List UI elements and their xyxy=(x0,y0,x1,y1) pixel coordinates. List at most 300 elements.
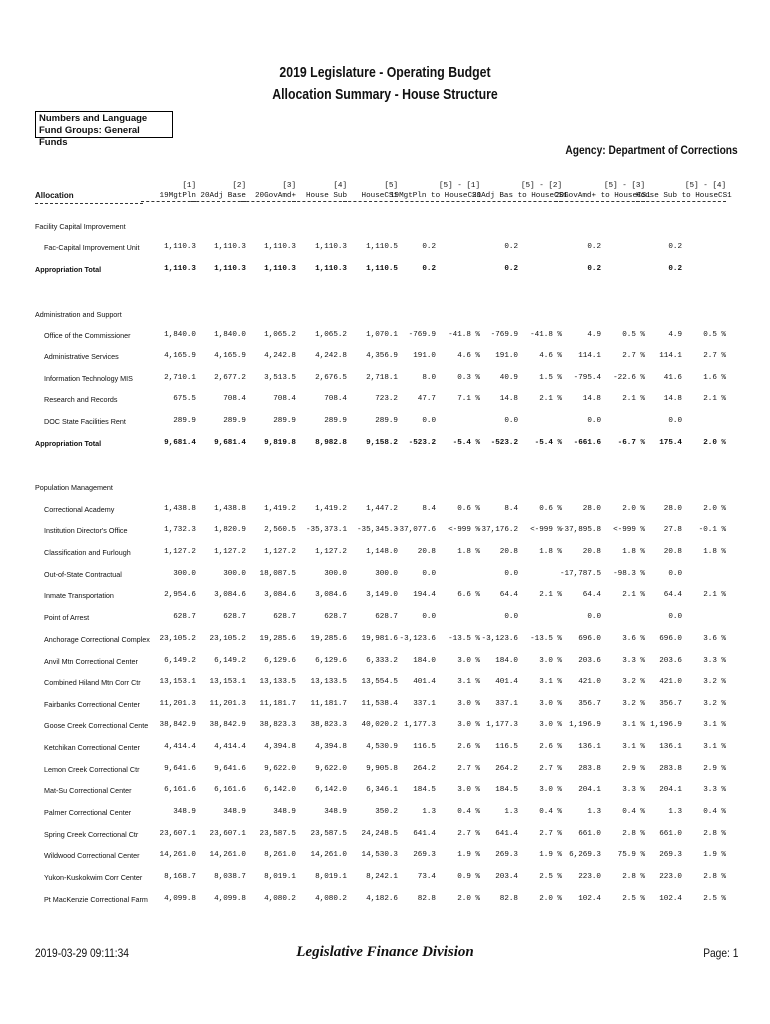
row-label: Correctional Academy xyxy=(44,505,115,514)
change-amount-cell: 4.9 xyxy=(587,331,601,339)
section-header xyxy=(0,310,770,322)
amount-cell: 3,149.0 xyxy=(366,591,398,599)
amount-cell: 23,607.1 xyxy=(209,830,246,838)
amount-cell: 38,842.9 xyxy=(209,721,246,729)
change-amount-cell: 4.9 xyxy=(668,331,682,339)
percent-change-cell: 0.5 % xyxy=(703,331,726,339)
amount-cell: 13,554.5 xyxy=(361,678,398,686)
change-amount-cell: 0.0 xyxy=(668,613,682,621)
column-number: [3] xyxy=(282,182,296,190)
table-row xyxy=(0,548,770,560)
row-label: Appropriation Total xyxy=(35,439,102,448)
change-amount-cell: 14.8 xyxy=(582,395,601,403)
change-amount-cell: 114.1 xyxy=(578,352,601,360)
column-name: 20GovAmd+ to HouseCS1 xyxy=(555,192,651,200)
column-header xyxy=(555,181,651,202)
row-label: Combined Hiland Mtn Corr Ctr xyxy=(44,678,141,687)
amount-cell: 2,710.1 xyxy=(164,374,196,382)
change-amount-cell: 696.0 xyxy=(659,635,682,643)
percent-change-cell: 2.9 % xyxy=(622,765,645,773)
amount-cell: 9,641.6 xyxy=(164,765,196,773)
change-amount-cell: 64.4 xyxy=(663,591,682,599)
amount-cell: 1,110.5 xyxy=(366,243,398,251)
percent-change-cell: 2.8 % xyxy=(703,873,726,881)
amount-cell: 1,148.0 xyxy=(366,548,398,556)
amount-cell: 1,438.8 xyxy=(164,505,196,513)
amount-cell: 19,285.6 xyxy=(310,635,347,643)
column-header xyxy=(472,181,568,202)
amount-cell: 300.0 xyxy=(223,570,246,578)
change-amount-cell: 64.4 xyxy=(499,591,518,599)
appropriation-total-row xyxy=(0,265,770,277)
table-row xyxy=(0,591,770,603)
row-label: Administration and Support xyxy=(35,310,122,319)
amount-cell: 40,020.2 xyxy=(361,721,398,729)
change-amount-cell: 27.8 xyxy=(663,526,682,534)
amount-cell: 4,356.9 xyxy=(366,352,398,360)
change-amount-cell: 114.1 xyxy=(659,352,682,360)
amount-cell: 8,168.7 xyxy=(164,873,196,881)
amount-cell: 4,242.8 xyxy=(264,352,296,360)
amount-cell: 9,905.8 xyxy=(366,765,398,773)
percent-change-cell: 3.1 % xyxy=(457,678,480,686)
change-amount-cell: 0.2 xyxy=(422,243,436,251)
percent-change-cell: -13.5 % xyxy=(448,635,480,643)
amount-cell: 14,530.3 xyxy=(361,851,398,859)
appropriation-total-row xyxy=(0,439,770,451)
change-amount-cell: 269.3 xyxy=(495,851,518,859)
change-amount-cell: 421.0 xyxy=(578,678,601,686)
column-header xyxy=(141,181,196,202)
change-amount-cell: 203.6 xyxy=(578,657,601,665)
amount-cell: 1,732.3 xyxy=(164,526,196,534)
row-label: Office of the Commissioner xyxy=(44,331,131,340)
amount-cell: 9,622.0 xyxy=(264,765,296,773)
amount-cell: 708.4 xyxy=(223,395,246,403)
percent-change-cell: -5.4 % xyxy=(534,439,562,447)
row-label: Administrative Services xyxy=(44,352,119,361)
amount-cell: 3,513.5 xyxy=(264,374,296,382)
percent-change-cell: 75.9 % xyxy=(617,851,645,859)
table-row xyxy=(0,352,770,364)
table-row xyxy=(0,635,770,647)
change-amount-cell: -523.2 xyxy=(490,439,518,447)
amount-cell: 23,587.5 xyxy=(259,830,296,838)
table-row xyxy=(0,243,770,255)
change-amount-cell: 20.8 xyxy=(499,548,518,556)
amount-cell: 6,129.6 xyxy=(315,657,347,665)
amount-cell: 1,070.1 xyxy=(366,331,398,339)
change-amount-cell: 14.8 xyxy=(663,395,682,403)
amount-cell: 289.9 xyxy=(273,417,296,425)
amount-cell: 1,419.2 xyxy=(315,505,347,513)
amount-cell: 628.7 xyxy=(223,613,246,621)
change-amount-cell: 102.4 xyxy=(659,895,682,903)
amount-cell: 9,641.6 xyxy=(214,765,246,773)
percent-change-cell: 2.7 % xyxy=(539,765,562,773)
percent-change-cell: 1.9 % xyxy=(539,851,562,859)
amount-cell: 348.9 xyxy=(223,808,246,816)
amount-cell: 23,587.5 xyxy=(310,830,347,838)
amount-cell: 4,242.8 xyxy=(315,352,347,360)
column-number: [5] xyxy=(384,182,398,190)
percent-change-cell: -22.6 % xyxy=(613,374,645,382)
change-amount-cell: 0.2 xyxy=(422,265,436,273)
amount-cell: 3,084.6 xyxy=(315,591,347,599)
amount-cell: 300.0 xyxy=(375,570,398,578)
percent-change-cell: 3.2 % xyxy=(703,700,726,708)
amount-cell: 8,242.1 xyxy=(366,873,398,881)
percent-change-cell: -98.3 % xyxy=(613,570,645,578)
percent-change-cell: 2.7 % xyxy=(457,765,480,773)
amount-cell: 6,346.1 xyxy=(366,786,398,794)
percent-change-cell: 3.6 % xyxy=(622,635,645,643)
row-label: Classification and Furlough xyxy=(44,548,131,557)
table-row xyxy=(0,721,770,733)
percent-change-cell: 3.1 % xyxy=(703,721,726,729)
percent-change-cell: 3.0 % xyxy=(539,700,562,708)
table-row xyxy=(0,786,770,798)
percent-change-cell: 2.6 % xyxy=(457,743,480,751)
change-amount-cell: 194.4 xyxy=(413,591,436,599)
amount-cell: 1,110.3 xyxy=(264,265,296,273)
amount-cell: 6,142.0 xyxy=(264,786,296,794)
amount-cell: 23,607.1 xyxy=(159,830,196,838)
percent-change-cell: 2.1 % xyxy=(539,591,562,599)
change-amount-cell: 0.2 xyxy=(504,243,518,251)
amount-cell: 4,394.8 xyxy=(264,743,296,751)
amount-cell: -35,373.1 xyxy=(305,526,347,534)
amount-cell: 4,165.9 xyxy=(214,352,246,360)
change-amount-cell: -523.2 xyxy=(408,439,436,447)
percent-change-cell: 1.5 % xyxy=(539,374,562,382)
change-amount-cell: 47.7 xyxy=(417,395,436,403)
column-number: [5] - [1] xyxy=(438,182,480,190)
change-amount-cell: 1.3 xyxy=(422,808,436,816)
amount-cell: 8,019.1 xyxy=(315,873,347,881)
amount-cell: 8,982.8 xyxy=(315,439,347,447)
percent-change-cell: -13.5 % xyxy=(530,635,562,643)
percent-change-cell: 0.6 % xyxy=(539,505,562,513)
amount-cell: 628.7 xyxy=(273,613,296,621)
change-amount-cell: 184.5 xyxy=(495,786,518,794)
amount-cell: 4,080.2 xyxy=(264,895,296,903)
amount-cell: 1,110.3 xyxy=(164,243,196,251)
change-amount-cell: 191.0 xyxy=(495,352,518,360)
percent-change-cell: 2.7 % xyxy=(703,352,726,360)
percent-change-cell: 2.1 % xyxy=(622,591,645,599)
section-header xyxy=(0,222,770,234)
change-amount-cell: 0.0 xyxy=(504,613,518,621)
footer-datetime: 2019-03-29 09:11:34 xyxy=(35,946,129,960)
change-amount-cell: -795.4 xyxy=(573,374,601,382)
report-subtitle: Allocation Summary - House Structure xyxy=(272,86,498,103)
amount-cell: 9,819.8 xyxy=(264,439,296,447)
amount-cell: 38,823.3 xyxy=(259,721,296,729)
amount-cell: 1,110.3 xyxy=(315,243,347,251)
percent-change-cell: 2.9 % xyxy=(703,765,726,773)
change-amount-cell: 223.0 xyxy=(578,873,601,881)
change-amount-cell: -17,787.5 xyxy=(559,570,601,578)
amount-cell: 1,419.2 xyxy=(264,505,296,513)
change-amount-cell: 40.9 xyxy=(499,374,518,382)
table-row xyxy=(0,505,770,517)
amount-cell: 4,530.9 xyxy=(366,743,398,751)
change-amount-cell: 223.0 xyxy=(659,873,682,881)
amount-cell: 628.7 xyxy=(375,613,398,621)
change-amount-cell: 1,196.9 xyxy=(650,721,682,729)
amount-cell: -35,345.3 xyxy=(356,526,398,534)
row-label: Institution Director's Office xyxy=(44,526,128,535)
percent-change-cell: 0.4 % xyxy=(539,808,562,816)
change-amount-cell: 401.4 xyxy=(413,678,436,686)
percent-change-cell: 3.0 % xyxy=(539,786,562,794)
change-amount-cell: 661.0 xyxy=(578,830,601,838)
amount-cell: 6,161.6 xyxy=(214,786,246,794)
row-label: Spring Creek Correctional Ctr xyxy=(44,830,139,839)
percent-change-cell: 3.1 % xyxy=(622,743,645,751)
change-amount-cell: 0.0 xyxy=(422,570,436,578)
change-amount-cell: -37,895.8 xyxy=(559,526,601,534)
amount-cell: 1,110.3 xyxy=(214,243,246,251)
amount-cell: 8,038.7 xyxy=(214,873,246,881)
change-amount-cell: 0.2 xyxy=(504,265,518,273)
amount-cell: 4,394.8 xyxy=(315,743,347,751)
percent-change-cell: 1.9 % xyxy=(457,851,480,859)
table-row xyxy=(0,331,770,343)
column-header xyxy=(191,181,246,202)
change-amount-cell: -3,123.6 xyxy=(399,635,436,643)
amount-cell: 289.9 xyxy=(324,417,347,425)
amount-cell: 1,065.2 xyxy=(315,331,347,339)
column-header xyxy=(241,181,296,202)
percent-change-cell: 2.7 % xyxy=(457,830,480,838)
amount-cell: 19,285.6 xyxy=(259,635,296,643)
amount-cell: 1,110.3 xyxy=(214,265,246,273)
percent-change-cell: 3.0 % xyxy=(539,657,562,665)
amount-cell: 1,438.8 xyxy=(214,505,246,513)
row-label: Research and Records xyxy=(44,395,118,404)
amount-cell: 289.9 xyxy=(173,417,196,425)
amount-cell: 4,099.8 xyxy=(214,895,246,903)
change-amount-cell: 356.7 xyxy=(578,700,601,708)
column-name: 19MgtPln to HouseCS1 xyxy=(390,192,482,200)
change-amount-cell: 641.4 xyxy=(495,830,518,838)
percent-change-cell: 2.8 % xyxy=(622,873,645,881)
amount-cell: 13,153.1 xyxy=(209,678,246,686)
change-amount-cell: 20.8 xyxy=(417,548,436,556)
amount-cell: 4,165.9 xyxy=(164,352,196,360)
percent-change-cell: 3.1 % xyxy=(622,721,645,729)
change-amount-cell: 102.4 xyxy=(578,895,601,903)
percent-change-cell: 3.1 % xyxy=(703,743,726,751)
fund-box-line1: Numbers and Language xyxy=(39,113,148,124)
amount-cell: 348.9 xyxy=(324,808,347,816)
change-amount-cell: 8.4 xyxy=(422,505,436,513)
amount-cell: 6,142.0 xyxy=(315,786,347,794)
amount-cell: 6,161.6 xyxy=(164,786,196,794)
percent-change-cell: 3.6 % xyxy=(703,635,726,643)
report-title: 2019 Legislature - Operating Budget xyxy=(279,64,491,81)
percent-change-cell: 2.5 % xyxy=(703,895,726,903)
column-name: 20Adj Bas to HouseCS1 xyxy=(472,192,568,200)
amount-cell: 6,149.2 xyxy=(164,657,196,665)
percent-change-cell: 2.5 % xyxy=(539,873,562,881)
percent-change-cell: 2.1 % xyxy=(703,395,726,403)
change-amount-cell: 0.0 xyxy=(668,417,682,425)
percent-change-cell: 0.3 % xyxy=(457,374,480,382)
amount-cell: 11,201.3 xyxy=(209,700,246,708)
row-label: Facility Capital Improvement xyxy=(35,222,126,231)
table-row xyxy=(0,808,770,820)
percent-change-cell: 3.2 % xyxy=(622,700,645,708)
column-number: [2] xyxy=(232,182,246,190)
row-label: Mat-Su Correctional Center xyxy=(44,786,132,795)
change-amount-cell: -769.9 xyxy=(490,331,518,339)
column-name: 19MgtPln xyxy=(141,191,196,202)
amount-cell: 1,127.2 xyxy=(315,548,347,556)
row-label: Inmate Transportation xyxy=(44,591,114,600)
amount-cell: 1,065.2 xyxy=(264,331,296,339)
amount-cell: 4,182.6 xyxy=(366,895,398,903)
column-header xyxy=(292,181,347,202)
row-label: Yukon-Kuskokwim Corr Center xyxy=(44,873,143,882)
percent-change-cell: 0.6 % xyxy=(457,505,480,513)
amount-cell: 9,622.0 xyxy=(315,765,347,773)
change-amount-cell: 696.0 xyxy=(578,635,601,643)
percent-change-cell: -6.7 % xyxy=(617,439,645,447)
change-amount-cell: 204.1 xyxy=(578,786,601,794)
amount-cell: 38,842.9 xyxy=(159,721,196,729)
amount-cell: 4,414.4 xyxy=(164,743,196,751)
fund-group-box xyxy=(35,111,173,148)
percent-change-cell: 1.8 % xyxy=(622,548,645,556)
amount-cell: 8,261.0 xyxy=(264,851,296,859)
change-amount-cell: 0.2 xyxy=(587,265,601,273)
change-amount-cell: -37,176.2 xyxy=(476,526,518,534)
table-row xyxy=(0,395,770,407)
percent-change-cell: 7.1 % xyxy=(457,395,480,403)
footer-page-number: Page: 1 xyxy=(702,946,738,960)
change-amount-cell: 421.0 xyxy=(659,678,682,686)
percent-change-cell: 2.6 % xyxy=(539,743,562,751)
change-amount-cell: 283.8 xyxy=(659,765,682,773)
column-name: House Sub to HouseCS1 xyxy=(636,192,732,200)
fund-box-line2: Fund Groups: General Funds xyxy=(39,125,140,148)
change-amount-cell: 8.4 xyxy=(504,505,518,513)
change-amount-cell: 0.0 xyxy=(504,417,518,425)
amount-cell: 23,105.2 xyxy=(209,635,246,643)
amount-cell: 14,261.0 xyxy=(209,851,246,859)
column-name: House Sub xyxy=(292,191,347,202)
amount-cell: 1,447.2 xyxy=(366,505,398,513)
change-amount-cell: 136.1 xyxy=(659,743,682,751)
change-amount-cell: 0.0 xyxy=(668,570,682,578)
change-amount-cell: 203.4 xyxy=(495,873,518,881)
change-amount-cell: 0.2 xyxy=(587,243,601,251)
change-amount-cell: 14.8 xyxy=(499,395,518,403)
change-amount-cell: 269.3 xyxy=(659,851,682,859)
change-amount-cell: 116.5 xyxy=(495,743,518,751)
amount-cell: 1,110.3 xyxy=(315,265,347,273)
amount-cell: 11,201.3 xyxy=(159,700,196,708)
change-amount-cell: 0.2 xyxy=(668,265,682,273)
percent-change-cell: 0.4 % xyxy=(703,808,726,816)
change-amount-cell: -769.9 xyxy=(408,331,436,339)
column-header xyxy=(390,181,480,202)
change-amount-cell: 28.0 xyxy=(582,505,601,513)
column-number: [4] xyxy=(333,182,347,190)
change-amount-cell: 184.0 xyxy=(413,657,436,665)
amount-cell: 350.2 xyxy=(375,808,398,816)
amount-cell: 289.9 xyxy=(375,417,398,425)
table-row xyxy=(0,374,770,386)
percent-change-cell: -41.8 % xyxy=(448,331,480,339)
amount-cell: 300.0 xyxy=(324,570,347,578)
amount-cell: 3,084.6 xyxy=(214,591,246,599)
row-label: Appropriation Total xyxy=(35,265,102,274)
percent-change-cell: 2.0 % xyxy=(457,895,480,903)
change-amount-cell: 203.6 xyxy=(659,657,682,665)
allocation-column-header: Allocation xyxy=(35,191,74,200)
amount-cell: 13,153.1 xyxy=(159,678,196,686)
table-row xyxy=(0,678,770,690)
percent-change-cell: 6.6 % xyxy=(457,591,480,599)
change-amount-cell: 184.0 xyxy=(495,657,518,665)
amount-cell: 14,261.0 xyxy=(159,851,196,859)
percent-change-cell: 2.1 % xyxy=(622,395,645,403)
amount-cell: 1,110.3 xyxy=(164,265,196,273)
amount-cell: 708.4 xyxy=(273,395,296,403)
percent-change-cell: 0.5 % xyxy=(622,331,645,339)
percent-change-cell: 1.8 % xyxy=(457,548,480,556)
amount-cell: 9,158.2 xyxy=(366,439,398,447)
change-amount-cell: 73.4 xyxy=(417,873,436,881)
change-amount-cell: 264.2 xyxy=(413,765,436,773)
change-amount-cell: 401.4 xyxy=(495,678,518,686)
percent-change-cell: 1.9 % xyxy=(703,851,726,859)
amount-cell: 1,110.3 xyxy=(264,243,296,251)
row-label: Wildwood Correctional Center xyxy=(44,851,140,860)
change-amount-cell: 356.7 xyxy=(659,700,682,708)
percent-change-cell: <-999 % xyxy=(448,526,480,534)
percent-change-cell: 0.9 % xyxy=(457,873,480,881)
percent-change-cell: 3.0 % xyxy=(457,657,480,665)
column-number: [5] - [2] xyxy=(520,182,562,190)
amount-cell: 3,084.6 xyxy=(264,591,296,599)
amount-cell: 628.7 xyxy=(324,613,347,621)
amount-cell: 1,110.5 xyxy=(366,265,398,273)
percent-change-cell: 1.8 % xyxy=(703,548,726,556)
amount-cell: 723.2 xyxy=(375,395,398,403)
row-label: Fairbanks Correctional Center xyxy=(44,700,140,709)
amount-cell: 9,681.4 xyxy=(214,439,246,447)
percent-change-cell: 3.0 % xyxy=(457,786,480,794)
percent-change-cell: 3.2 % xyxy=(703,678,726,686)
change-amount-cell: 204.1 xyxy=(659,786,682,794)
percent-change-cell: 3.0 % xyxy=(539,721,562,729)
amount-cell: 6,333.2 xyxy=(366,657,398,665)
percent-change-cell: 2.1 % xyxy=(703,591,726,599)
percent-change-cell: 3.3 % xyxy=(622,657,645,665)
amount-cell: 348.9 xyxy=(173,808,196,816)
table-row xyxy=(0,417,770,429)
change-amount-cell: 191.0 xyxy=(413,352,436,360)
percent-change-cell: 3.1 % xyxy=(539,678,562,686)
amount-cell: 18,087.5 xyxy=(259,570,296,578)
amount-cell: 300.0 xyxy=(173,570,196,578)
change-amount-cell: 1,196.9 xyxy=(569,721,601,729)
